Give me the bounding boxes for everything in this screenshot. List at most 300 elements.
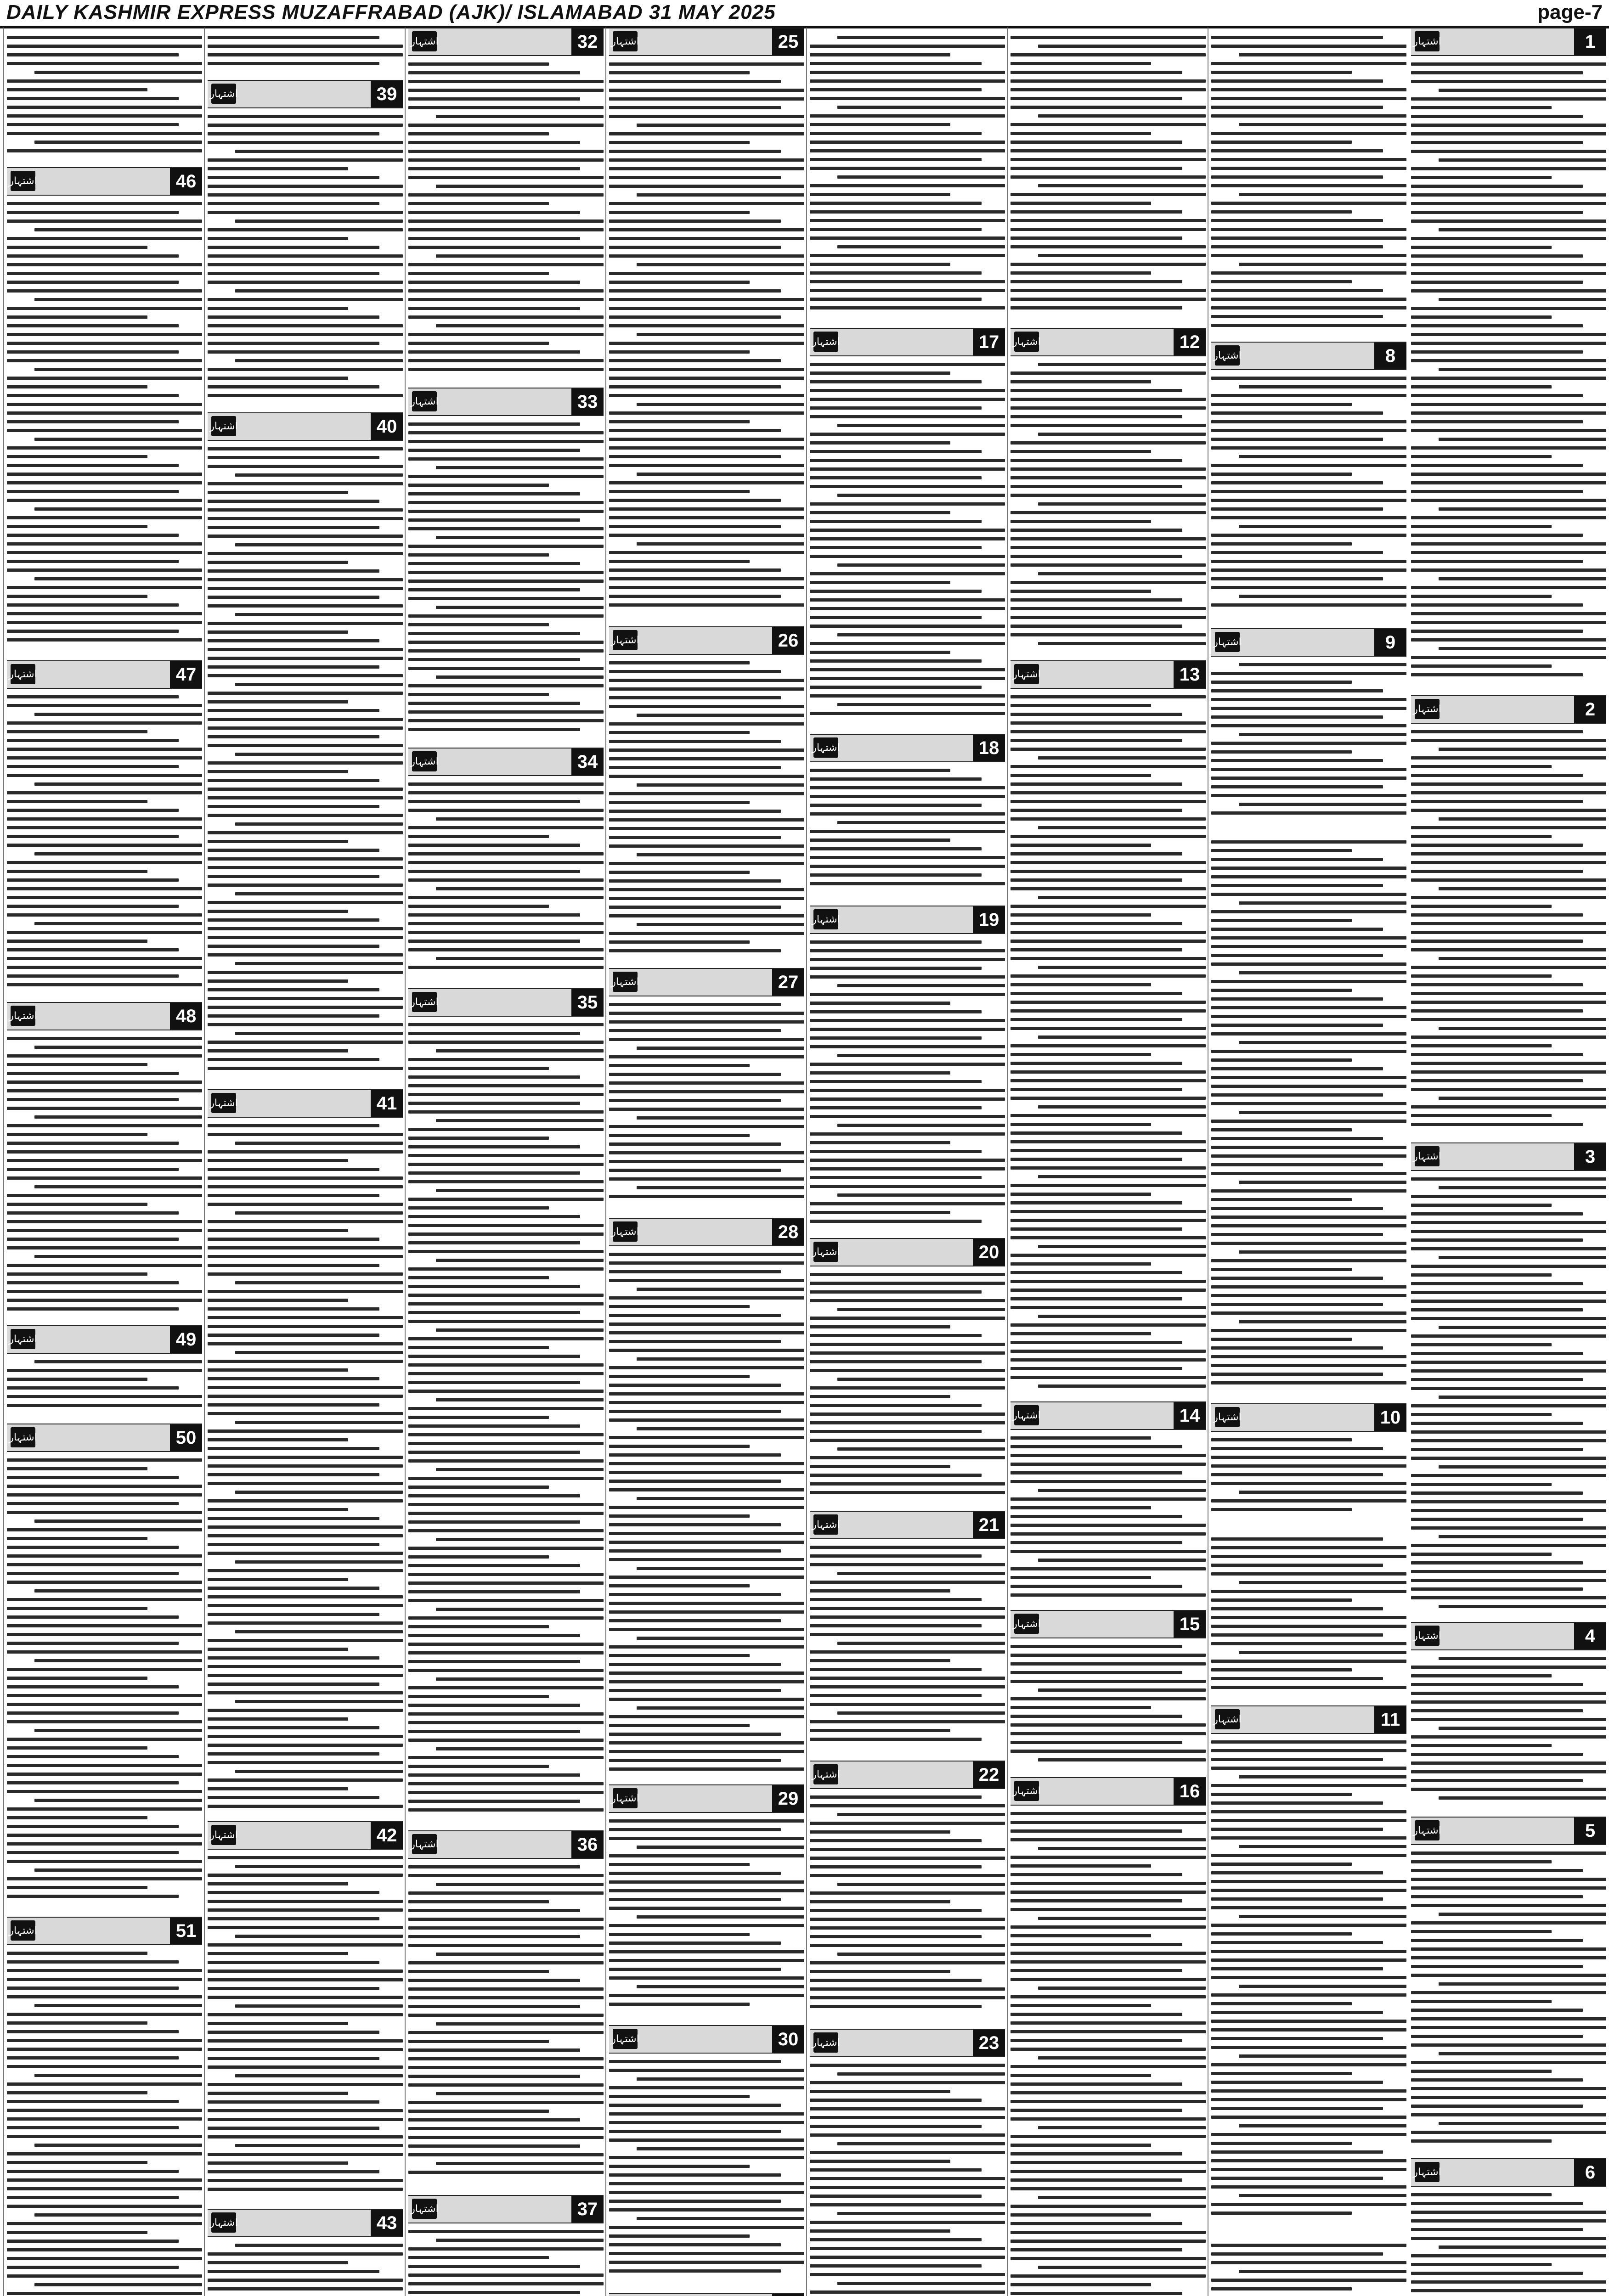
text-line (1239, 263, 1407, 266)
text-line (1439, 887, 1607, 890)
text-line (609, 1889, 804, 1892)
text-line (7, 560, 179, 563)
text-line (1011, 1123, 1151, 1126)
text-line (1411, 1509, 1606, 1512)
text-line (7, 1229, 202, 1232)
text-line (609, 1375, 750, 1378)
text-line (7, 844, 202, 847)
text-line (7, 36, 202, 39)
notice-tag: اشتہار (613, 1221, 638, 1242)
text-line (1211, 689, 1383, 692)
text-line (408, 791, 604, 794)
text-line (408, 202, 549, 205)
text-line (208, 1049, 348, 1052)
text-line (637, 193, 805, 197)
text-line (1211, 114, 1406, 118)
text-line (1011, 202, 1151, 205)
text-line (208, 2118, 403, 2121)
text-line (34, 1868, 203, 1872)
text-line (208, 2031, 379, 2034)
text-line (1011, 1567, 1206, 1570)
text-line (408, 2101, 604, 2104)
notice-number: 42 (371, 1822, 403, 1849)
notice-tag: اشتہار (1215, 632, 1240, 652)
text-line (637, 1985, 805, 1988)
text-line (436, 466, 604, 469)
notice-header (408, 388, 604, 416)
text-line (208, 1613, 379, 1616)
notice-tag: اشتہار (613, 972, 638, 992)
text-line (208, 2170, 379, 2173)
text-line (7, 791, 202, 794)
text-line (408, 342, 549, 345)
text-line (609, 1261, 804, 1265)
text-line (7, 1563, 202, 1566)
text-line (637, 1846, 805, 1849)
text-line (1038, 896, 1206, 899)
text-line (208, 254, 403, 258)
text-line (408, 492, 580, 495)
notice-header (408, 28, 604, 56)
text-line (408, 1486, 549, 1489)
text-line (208, 508, 403, 512)
text-line (1439, 1465, 1607, 1469)
text-line (609, 1532, 804, 1535)
text-line (1011, 2100, 1206, 2103)
text-line (1211, 1242, 1406, 1245)
text-line (208, 158, 403, 162)
text-line (408, 518, 580, 522)
text-line (208, 298, 403, 301)
notice-header (1211, 628, 1406, 657)
text-line (1411, 1378, 1583, 1381)
notice-header (408, 748, 604, 776)
text-line (1211, 1924, 1406, 1927)
text-line (1439, 1913, 1607, 1916)
text-line (609, 1480, 781, 1483)
text-line (609, 1279, 804, 1282)
text-line (208, 1185, 403, 1188)
text-line (810, 1299, 1005, 1302)
text-line (1011, 878, 1182, 882)
text-line (1038, 433, 1206, 436)
text-line (408, 211, 580, 214)
text-line (208, 368, 403, 371)
text-line (1038, 1688, 1206, 1692)
text-line (609, 1160, 804, 1163)
text-line (810, 1167, 1005, 1171)
text-line (609, 1314, 781, 1317)
text-line (609, 490, 750, 493)
text-line (7, 2196, 179, 2199)
text-line (408, 1918, 604, 1921)
text-line (408, 1067, 549, 1070)
text-line (408, 2273, 604, 2277)
text-line (208, 1952, 348, 1955)
text-line (7, 411, 202, 415)
text-line (208, 997, 403, 1000)
text-line (1011, 511, 1206, 514)
text-line (1439, 748, 1607, 751)
notice-body-text (408, 777, 604, 986)
text-line (637, 124, 805, 127)
text-line (810, 2064, 1005, 2067)
text-line (1411, 1553, 1552, 1556)
text-line (7, 1072, 179, 1075)
text-line (408, 693, 549, 696)
text-line (1011, 1367, 1182, 1370)
text-line (235, 1491, 403, 1494)
text-line (1411, 2254, 1606, 2257)
notice-number: 30 (772, 2026, 804, 2053)
text-line (235, 892, 403, 895)
text-line (436, 1119, 604, 1122)
text-line (1211, 132, 1406, 135)
text-line (7, 1807, 202, 1811)
text-line (1239, 1775, 1407, 1778)
text-line (408, 702, 580, 705)
text-line (609, 455, 781, 458)
text-line (1411, 791, 1606, 794)
text-line (810, 406, 982, 410)
text-line (408, 1520, 580, 1524)
text-line (609, 1584, 750, 1587)
text-line (810, 1220, 982, 1223)
text-line (810, 202, 982, 205)
text-line (208, 709, 379, 712)
text-line (1411, 612, 1606, 615)
text-line (1011, 1166, 1206, 1170)
text-line (609, 481, 804, 484)
text-line (408, 246, 604, 249)
text-line (408, 844, 580, 847)
notice-body-text (810, 30, 1005, 326)
text-line (7, 473, 202, 476)
notice-header (1411, 28, 1606, 56)
text-line (408, 826, 604, 829)
text-line (1211, 1686, 1406, 1689)
text-line (609, 1680, 804, 1683)
text-line (810, 940, 982, 944)
text-line (1411, 878, 1606, 882)
text-line (609, 2226, 804, 2229)
text-line (810, 1970, 950, 1973)
text-line (609, 1628, 804, 1631)
text-line (7, 446, 202, 450)
text-line (1011, 2178, 1182, 2182)
text-line (609, 219, 781, 223)
text-line (1211, 1482, 1406, 1485)
text-line (1211, 698, 1406, 701)
text-line (1211, 1546, 1406, 1549)
text-line (609, 185, 804, 188)
text-line (810, 642, 1005, 645)
text-line (1011, 861, 1206, 864)
text-line (408, 1459, 604, 1463)
text-line (810, 659, 982, 663)
text-line (609, 801, 750, 804)
text-line (408, 298, 604, 301)
text-line (436, 1953, 604, 1956)
text-line (810, 847, 982, 850)
text-line (1411, 1561, 1583, 1564)
text-line (609, 844, 804, 848)
text-line (1011, 1864, 1151, 1868)
text-line (1211, 141, 1352, 144)
text-line (408, 289, 604, 293)
text-line (810, 1159, 1005, 1162)
text-line (208, 1150, 403, 1154)
text-line (408, 1145, 580, 1148)
classified-notice (1411, 1142, 1606, 1620)
text-line (1411, 1869, 1583, 1872)
text-line (1411, 342, 1606, 345)
text-line (637, 1047, 805, 1050)
page-column (806, 28, 1008, 2296)
notice-body-text (1411, 1172, 1606, 1620)
text-line (1411, 638, 1606, 642)
text-line (34, 228, 203, 231)
text-line (1211, 2185, 1406, 2189)
text-line (7, 1159, 202, 1162)
text-line (1411, 983, 1583, 986)
notice-body-text (7, 690, 202, 1000)
text-line (208, 193, 403, 197)
text-line (408, 1372, 604, 1375)
text-line (1411, 420, 1583, 423)
text-line (34, 1360, 203, 1363)
text-line (1211, 1146, 1406, 1149)
text-line (609, 71, 750, 74)
text-line (1011, 704, 1151, 707)
text-line (1011, 1671, 1182, 1674)
text-line (810, 598, 1005, 602)
text-line (408, 1695, 549, 1698)
text-line (208, 1412, 403, 1415)
text-line (408, 1581, 604, 1585)
text-line (1411, 1483, 1552, 1486)
text-line (810, 2168, 982, 2172)
text-line (637, 1915, 805, 1919)
text-line (1239, 1581, 1407, 1584)
text-line (7, 464, 179, 467)
text-line (7, 1877, 202, 1880)
text-line (7, 1037, 202, 1040)
notice-tag: اشتہار (11, 1006, 35, 1026)
text-line (1011, 905, 1206, 908)
text-line (34, 298, 203, 301)
text-line (408, 1424, 580, 1428)
text-line (408, 571, 604, 574)
text-line (609, 1081, 804, 1085)
text-line (810, 1317, 1005, 1320)
text-line (1411, 315, 1552, 319)
text-line (1411, 992, 1606, 995)
text-line (235, 2244, 403, 2247)
text-line (1439, 2245, 1607, 2249)
text-line (1239, 193, 1407, 196)
text-line (810, 1395, 950, 1398)
text-line (1411, 2017, 1606, 2020)
text-line (436, 1259, 604, 1262)
text-line (837, 2142, 1005, 2145)
text-line (408, 1634, 580, 1637)
text-line (1239, 2124, 1407, 2127)
text-line (609, 775, 804, 778)
text-line (7, 350, 179, 354)
notice-tag: اشتہار (412, 391, 437, 411)
text-line (810, 975, 1005, 979)
classified-notice (1211, 1529, 1406, 1704)
text-line (34, 71, 203, 74)
text-line (810, 1944, 1005, 1947)
text-line (1211, 1137, 1383, 1140)
notice-body-text (1411, 57, 1606, 693)
notice-body-text (609, 1814, 804, 2023)
notice-tag: اشتہار (11, 1427, 35, 1447)
text-line (1411, 664, 1552, 668)
text-line (609, 1064, 750, 1067)
text-line (810, 1720, 1005, 1723)
text-line (810, 712, 1005, 715)
text-line (810, 441, 950, 445)
text-line (1011, 713, 1182, 716)
text-line (810, 1996, 1005, 1999)
text-line (1411, 2061, 1606, 2064)
text-line (7, 79, 202, 83)
text-line (609, 1941, 781, 1945)
text-line (810, 2203, 1005, 2206)
text-line (1011, 123, 1206, 126)
page-column (1007, 28, 1208, 2296)
text-line (810, 1607, 1005, 1610)
text-line (1211, 1642, 1406, 1645)
text-line (436, 1468, 604, 1471)
notice-header (810, 1238, 1005, 1266)
text-line (1211, 2089, 1406, 2093)
text-line (1211, 997, 1383, 1001)
text-line (810, 873, 982, 877)
notice-tag: اشتہار (211, 1093, 236, 1113)
text-line (208, 1386, 403, 1389)
text-line (7, 1281, 179, 1284)
notice-body-text (208, 442, 403, 1087)
text-line (1411, 359, 1606, 362)
text-line (810, 581, 950, 584)
notice-header (408, 988, 604, 1017)
text-line (1411, 141, 1583, 144)
notice-number: 33 (571, 388, 604, 415)
text-line (208, 447, 403, 450)
classified-notice (1411, 1817, 1606, 2156)
text-line (235, 1281, 403, 1284)
text-line (208, 124, 403, 127)
text-line (1211, 551, 1383, 554)
text-line (208, 1299, 348, 1302)
text-line (208, 211, 403, 214)
text-line (1011, 581, 1206, 584)
notice-body-text (208, 109, 403, 411)
text-line (7, 730, 147, 733)
text-line (1011, 1088, 1182, 1091)
text-line (34, 1185, 203, 1188)
text-line (810, 1334, 982, 1337)
text-line (436, 675, 604, 679)
text-line (1011, 852, 1182, 855)
text-line (408, 1721, 604, 1724)
text-line (1211, 1050, 1406, 1053)
text-line (1011, 1210, 1206, 1213)
text-line (208, 1587, 379, 1590)
text-line (1211, 2287, 1352, 2290)
text-line (810, 2247, 1005, 2250)
text-line (1411, 2000, 1552, 2003)
text-line (1211, 1499, 1406, 1503)
text-line (1411, 1518, 1583, 1521)
text-line (810, 1624, 982, 1627)
text-line (7, 887, 202, 890)
text-line (408, 1171, 580, 1175)
text-line (1211, 858, 1383, 861)
text-line (810, 88, 982, 91)
text-line (7, 237, 202, 240)
text-line (609, 1819, 804, 1823)
text-line (7, 1485, 202, 1488)
text-line (1211, 1564, 1383, 1567)
text-line (810, 1703, 1005, 1706)
text-line (1239, 2194, 1407, 2197)
text-line (34, 1589, 203, 1593)
text-line (1011, 695, 1206, 698)
classified-notice (208, 28, 403, 78)
text-line (1439, 1396, 1607, 1399)
notice-tag: اشتہار (813, 1242, 838, 1262)
text-line (1411, 2280, 1606, 2284)
text-line (837, 633, 1005, 636)
text-line (1211, 1076, 1406, 1079)
text-line (408, 728, 580, 731)
text-line (7, 2187, 202, 2190)
text-line (1211, 1897, 1383, 1901)
text-line (609, 1907, 804, 1910)
text-line (609, 871, 750, 874)
text-line (1439, 158, 1607, 162)
text-line (208, 465, 403, 468)
text-line (208, 1014, 379, 1018)
text-line (7, 1764, 202, 1767)
text-line (208, 884, 403, 887)
text-line (810, 1063, 1005, 1066)
text-line (609, 1471, 804, 1474)
text-line (810, 1694, 982, 1697)
text-line (1411, 2113, 1606, 2116)
text-line (1439, 1097, 1607, 1100)
text-line (7, 385, 147, 388)
notice-header (609, 2293, 804, 2296)
text-line (1411, 324, 1583, 327)
text-line (208, 1395, 403, 1398)
text-line (810, 1865, 982, 1868)
notice-number: 34 (571, 748, 604, 775)
text-line (408, 2144, 580, 2148)
text-line (408, 1712, 604, 1716)
text-line (1211, 1172, 1406, 1175)
text-line (1211, 989, 1352, 992)
notice-tag: اشتہار (412, 751, 437, 771)
text-line (1411, 2228, 1583, 2231)
notice-body-text (609, 2054, 804, 2291)
text-line (1011, 1463, 1206, 1466)
